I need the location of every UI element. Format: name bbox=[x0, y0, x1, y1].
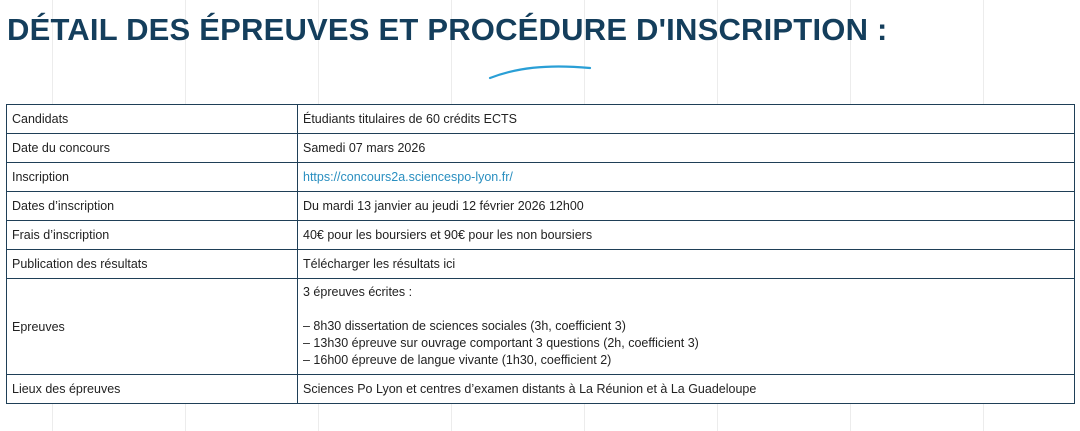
exams-intro: 3 épreuves écrites : bbox=[303, 285, 413, 299]
table-row bbox=[7, 250, 1075, 279]
row-value: Sciences Po Lyon et centres d’examen distants à La Réunion et à La Guadeloupe bbox=[298, 375, 1075, 404]
table-row bbox=[7, 105, 1075, 134]
row-label: Publication des résultats bbox=[7, 250, 298, 279]
accent-swoosh-icon bbox=[486, 60, 596, 84]
row-label: Epreuves bbox=[7, 279, 298, 375]
row-label: Date du concours bbox=[7, 134, 298, 163]
row-value: Samedi 07 mars 2026 bbox=[298, 134, 1075, 163]
exam-item: – 8h30 dissertation de sciences sociales (3h, coefficient 3) bbox=[303, 319, 626, 333]
page-title: DÉTAIL DES ÉPREUVES ET PROCÉDURE D'INSCRIPTION : bbox=[7, 12, 888, 47]
row-value: Étudiants titulaires de 60 crédits ECTS bbox=[298, 105, 1075, 134]
exam-item: – 16h00 épreuve de langue vivante (1h30, coefficient 2) bbox=[303, 353, 612, 367]
table-row bbox=[7, 163, 1075, 192]
row-label: Lieux des épreuves bbox=[7, 375, 298, 404]
table-row bbox=[7, 192, 1075, 221]
exams-cell bbox=[298, 279, 1075, 375]
exam-item: – 13h30 épreuve sur ouvrage comportant 3 questions (2h, coefficient 3) bbox=[303, 336, 699, 350]
row-value: Télécharger les résultats ici bbox=[298, 250, 1075, 279]
table-row bbox=[7, 375, 1075, 404]
details-table bbox=[6, 104, 1075, 404]
row-value: 40€ pour les boursiers et 90€ pour les non boursiers bbox=[298, 221, 1075, 250]
row-label: Frais d’inscription bbox=[7, 221, 298, 250]
table-row bbox=[7, 221, 1075, 250]
table-row bbox=[7, 279, 1075, 375]
row-label: Candidats bbox=[7, 105, 298, 134]
registration-link[interactable]: https://concours2a.sciencespo-lyon.fr/ bbox=[303, 170, 513, 184]
table-row bbox=[7, 134, 1075, 163]
row-label: Dates d’inscription bbox=[7, 192, 298, 221]
row-value-cell bbox=[298, 163, 1075, 192]
spacer bbox=[303, 301, 1069, 318]
row-label: Inscription bbox=[7, 163, 298, 192]
row-value: Du mardi 13 janvier au jeudi 12 février 2026 12h00 bbox=[298, 192, 1075, 221]
